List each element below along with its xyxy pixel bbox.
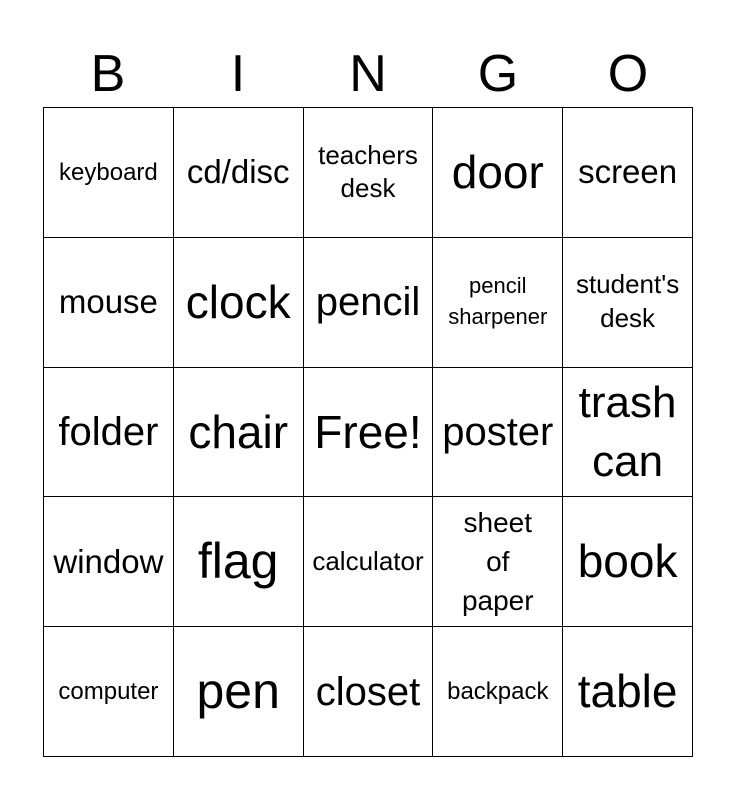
bingo-cell[interactable]: clock [174,238,304,368]
bingo-cell[interactable]: mouse [44,238,174,368]
bingo-cell[interactable]: closet [304,627,434,757]
bingo-cell[interactable]: table [563,627,693,757]
bingo-cell[interactable]: poster [433,368,563,498]
header-letter-g: G [477,45,519,103]
bingo-cell[interactable]: screen [563,108,693,238]
bingo-cell[interactable]: calculator [304,497,434,627]
bingo-cell[interactable]: door [433,108,563,238]
bingo-cell[interactable]: keyboard [44,108,174,238]
bingo-cell[interactable]: folder [44,368,174,498]
bingo-cell[interactable]: teachers desk [304,108,434,238]
bingo-card [43,107,693,757]
bingo-cell[interactable]: cd/disc [174,108,304,238]
header-letter-b: B [90,45,126,103]
bingo-cell[interactable]: pencil sharpener [433,238,563,368]
bingo-cell[interactable]: trash can [563,368,693,498]
bingo-cell[interactable]: student's desk [563,238,693,368]
bingo-cell[interactable]: sheet of paper [433,497,563,627]
bingo-cell[interactable]: backpack [433,627,563,757]
bingo-cell[interactable]: computer [44,627,174,757]
header-letter-i: I [230,45,246,103]
bingo-cell[interactable]: chair [174,368,304,498]
bingo-cell[interactable]: book [563,497,693,627]
header-letter-o: O [607,45,649,103]
bingo-header [43,40,693,108]
bingo-cell[interactable]: window [44,497,174,627]
bingo-cell[interactable]: pencil [304,238,434,368]
bingo-cell[interactable]: flag [174,497,304,627]
bingo-cell[interactable]: pen [174,627,304,757]
header-letter-n: N [349,45,387,103]
free-space[interactable]: Free! [304,368,434,498]
